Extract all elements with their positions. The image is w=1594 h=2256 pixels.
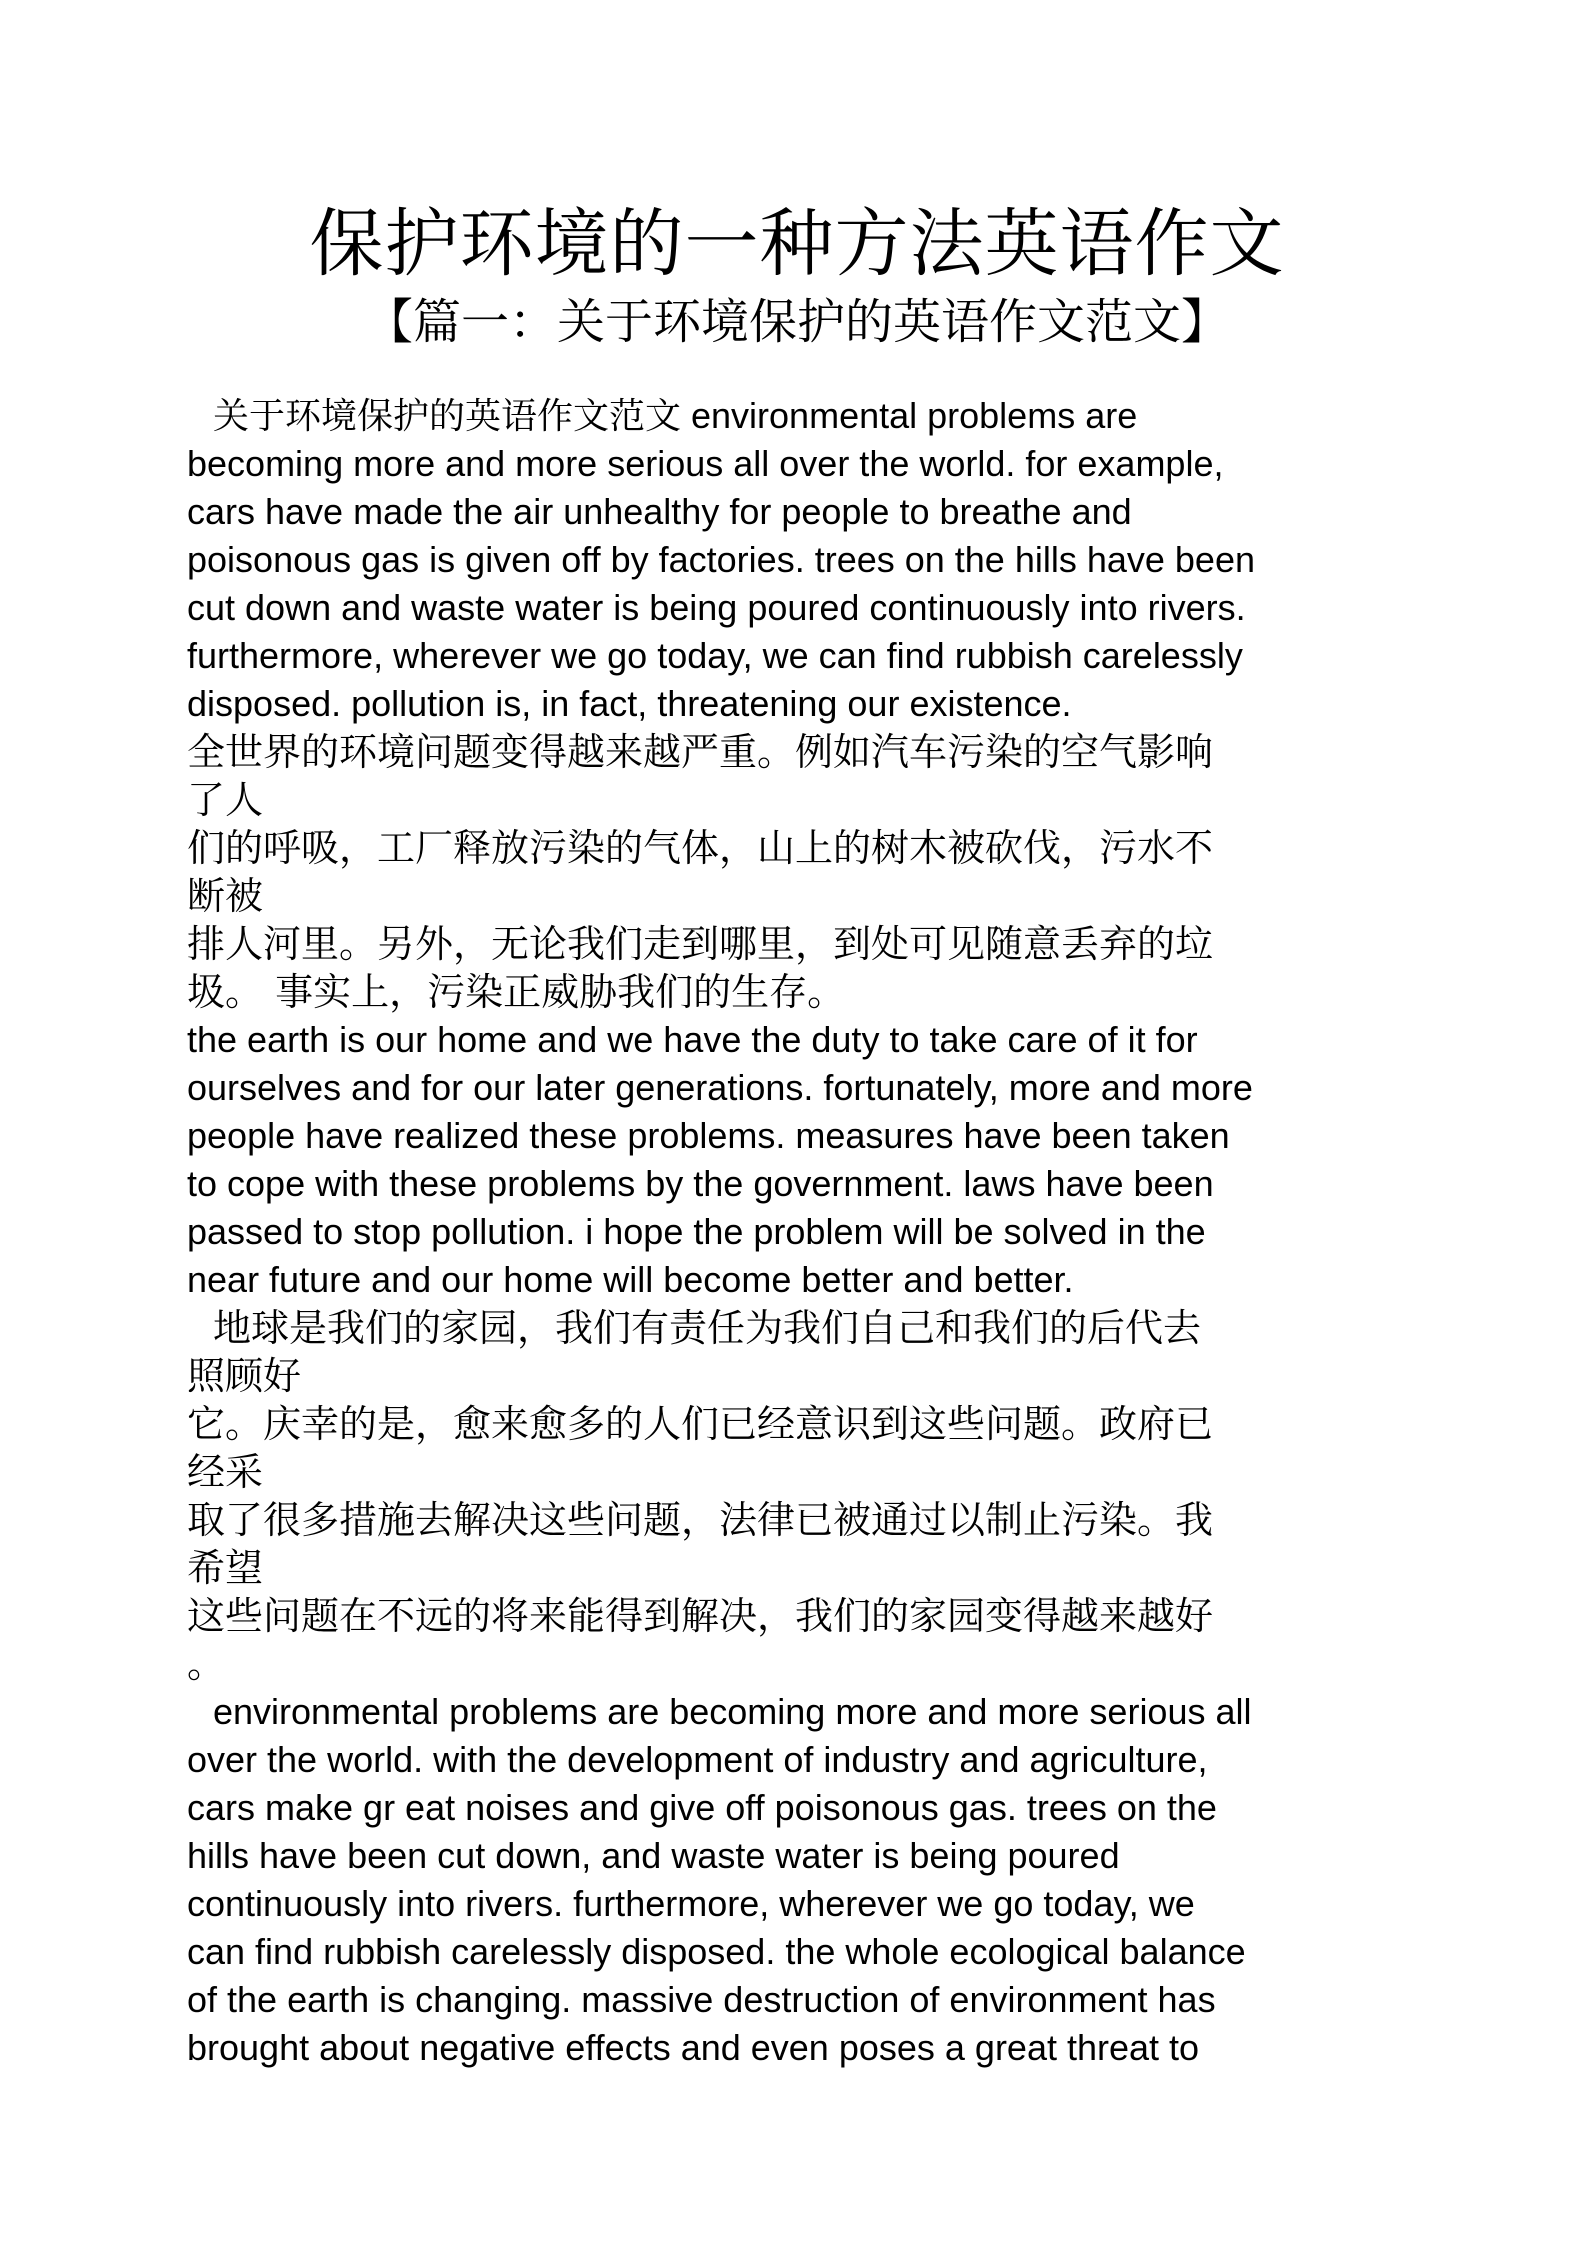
text-line: environmental problems are becoming more and more serious all [213,1691,1252,1732]
text-line: 圾。 事实上，污染正威胁我们的生存。 [187,970,846,1014]
text-line: 全世界的环境问题变得越来越严重。例如汽车污染的空气影响 [187,730,1214,774]
text-line: continuously into rivers. furthermore, wherever we go today, we [187,1883,1195,1924]
text-line: 这些问题在不远的将来能得到解决，我们的家园变得越来越好 [187,1594,1214,1638]
page-title: 保护环境的一种方法英语作文 [309,201,1285,287]
section-heading: 【篇一：关于环境保护的英语作文范文】 [364,294,1229,350]
text-line: cars make gr eat noises and give off poisonous gas. trees on the [187,1787,1217,1828]
text-line: 希望 [187,1546,264,1590]
paragraph-3 [187,1016,1297,1304]
text-line: passed to stop pollution. i hope the problem will be solved in the [187,1211,1206,1252]
text-line: 照顾好 [187,1354,302,1398]
text-line: brought about negative effects and even poses a great threat to [187,2027,1200,2068]
document-body [187,392,1297,2072]
text-line: furthermore, wherever we go today, we can find rubbish carelessly [187,635,1243,676]
text-line: becoming more and more serious all over the world. for example, [187,443,1224,484]
text-line: disposed. pollution is, in fact, threatening our existence. [187,683,1072,724]
text-line: 经采 [187,1450,264,1494]
text-line: poisonous gas is given off by factories. trees on the hills have been [187,539,1255,580]
text-line: 排人河里。另外，无论我们走到哪里，到处可见随意丢弃的垃 [187,922,1214,966]
text-line: 关于环境保护的英语作文范文 environmental problems are [213,395,1138,436]
text-line: over the world. with the development of industry and agriculture, [187,1739,1208,1780]
text-line: the earth is our home and we have the duty to take care of it for [187,1019,1198,1060]
paragraph-4 [187,1304,1297,1688]
text-line: 地球是我们的家园，我们有责任为我们自己和我们的后代去 [213,1306,1202,1350]
text-line: people have realized these problems. measures have been taken [187,1115,1230,1156]
text-line: hills have been cut down, and waste water is being poured [187,1835,1120,1876]
text-line: 它。庆幸的是，愈来愈多的人们已经意识到这些问题。政府已 [187,1402,1214,1446]
text-line: 取了很多措施去解决这些问题，法律已被通过以制止污染。我 [187,1498,1214,1542]
text-line: near future and our home will become better and better. [187,1259,1074,1300]
text-line: 们的呼吸，工厂释放污染的气体，山上的树木被砍伐，污水不 [187,826,1214,870]
text-line: 断被 [187,874,264,918]
text-line: 了人 [187,778,264,822]
text-line: cut down and waste water is being poured continuously into rivers. [187,587,1246,628]
text-line: to cope with these problems by the government. laws have been [187,1163,1214,1204]
paragraph-1 [187,392,1297,728]
text-line: ourselves and for our later generations. fortunately, more and more [187,1067,1253,1108]
text-line: of the earth is changing. massive destruction of environment has [187,1979,1216,2020]
paragraph-5 [187,1688,1297,2072]
paragraph-2 [187,728,1297,1016]
text-line: can find rubbish carelessly disposed. the whole ecological balance [187,1931,1246,1972]
text-line: 。 [187,1642,226,1686]
text-line: cars have made the air unhealthy for people to breathe and [187,491,1132,532]
